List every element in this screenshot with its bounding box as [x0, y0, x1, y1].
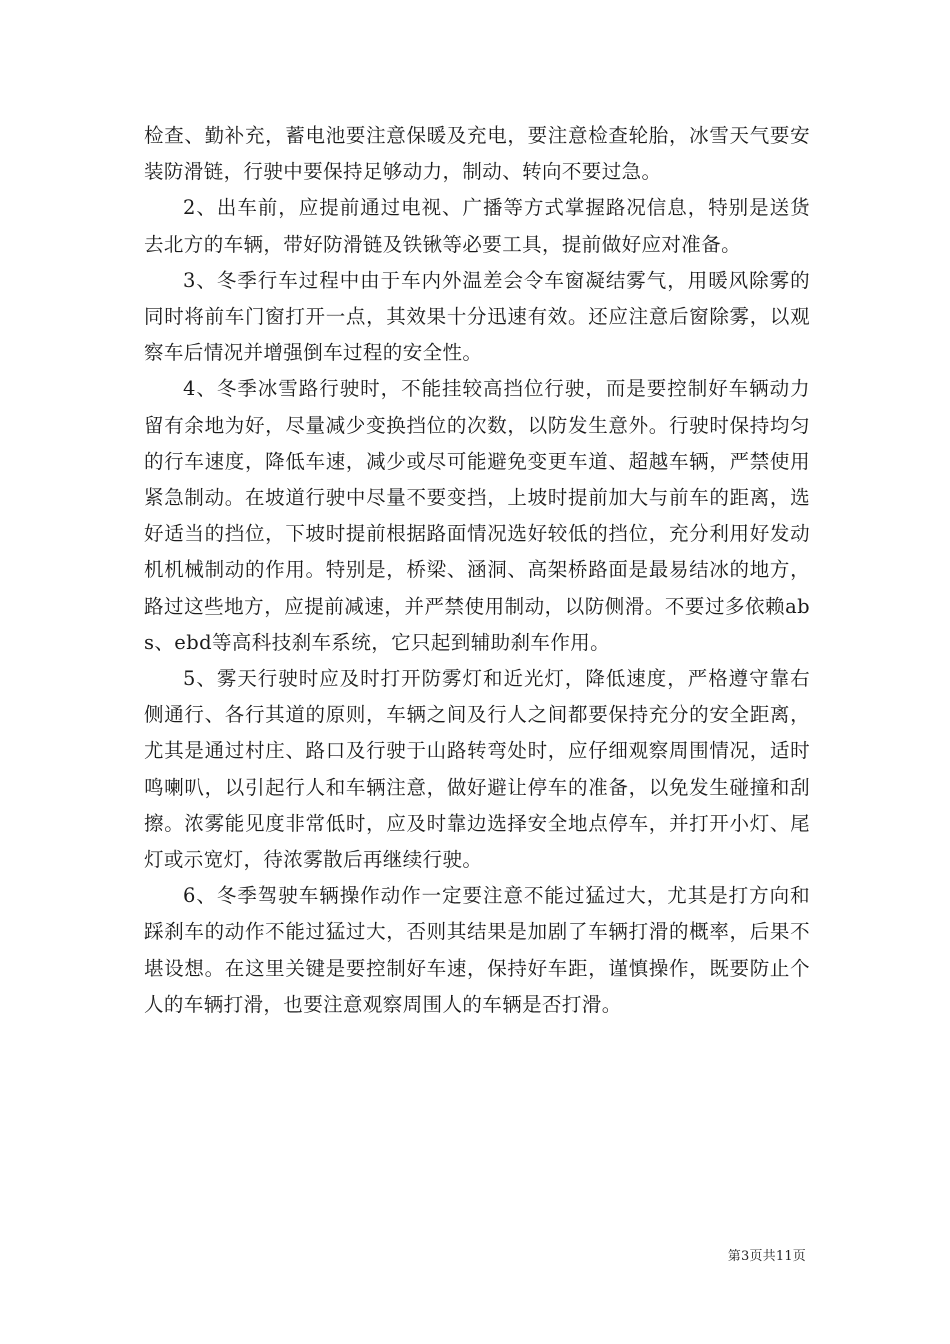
paragraph-continued: 检查、勤补充，蓄电池要注意保暖及充电，要注意检查轮胎，冰雪天气要安装防滑链，行驶中要保持足够动力，制动、转向不要过急。: [144, 124, 810, 184]
paragraph-item-5: 5、雾天行驶时应及时打开防雾灯和近光灯，降低速度，严格遵守靠右侧通行、各行其道的原则，车辆之间及行人之间都要保持充分的安全距离，尤其是通过村庄、路口及行驶于山路转弯处时，应仔细观察周围情况，适时鸣喇叭，以引起行人和车辆注意，做好避让停车的准备，以免发生碰撞和刮擦。浓雾能见度非常低时，应及时靠边选择安全地点停车，并打开小灯、尾灯或示宽灯，待浓雾散后再继续行驶。: [144, 667, 810, 872]
document-body: [144, 118, 810, 1023]
paragraph-item-6: 6、冬季驾驶车辆操作动作一定要注意不能过猛过大，尤其是打方向和踩刹车的动作不能过猛过大，否则其结果是加剧了车辆打滑的概率，后果不堪设想。在这里关键是要控制好车速，保持好车距，谨慎操作，既要防止个人的车辆打滑，也要注意观察周围人的车辆是否打滑。: [144, 884, 810, 1016]
paragraph-item-3: 3、冬季行车过程中由于车内外温差会令车窗凝结雾气，用暖风除雾的同时将前车门窗打开一点，其效果十分迅速有效。还应注意后窗除雾，以观察车后情况并增强倒车过程的安全性。: [144, 268, 810, 365]
paragraph-item-2: 2、出车前，应提前通过电视、广播等方式掌握路况信息，特别是送货去北方的车辆，带好防滑链及铁锹等必要工具，提前做好应对准备。: [144, 196, 810, 256]
paragraph-item-4: 4、冬季冰雪路行驶时，不能挂较高挡位行驶，而是要控制好车辆动力留有余地为好，尽量减少变换挡位的次数，以防发生意外。行驶时保持均匀的行车速度，降低车速，减少或尽可能避免变更车道、超越车辆，严禁使用紧急制动。在坡道行驶中尽量不要变挡，上坡时提前加大与前车的距离，选好适当的挡位，下坡时提前根据路面情况选好较低的挡位，充分利用好发动机机械制动的作用。特别是，桥梁、涵洞、高架桥路面是最易结冰的地方，路过这些地方，应提前减速，并严禁使用制动，以防侧滑。不要过多依赖abs、ebd等高科技刹车系统，它只起到辅助刹车作用。: [144, 377, 810, 654]
page-number-footer: 第3页共11页: [727, 1249, 806, 1264]
